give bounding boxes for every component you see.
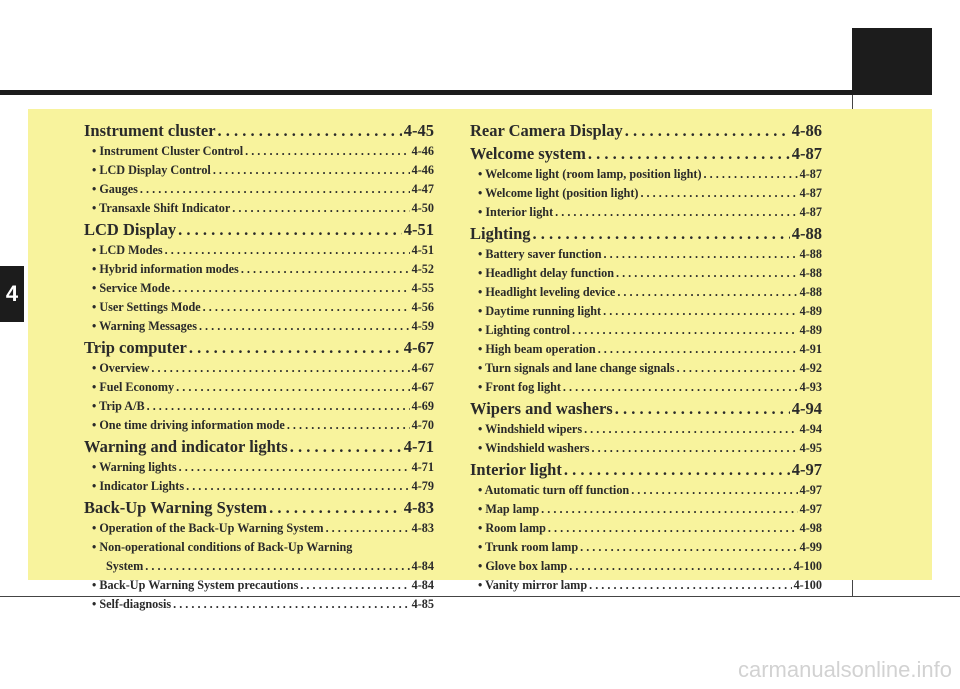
toc-entry[interactable] xyxy=(470,519,822,538)
toc-entry[interactable] xyxy=(470,439,822,458)
entry-label: • Battery saver function xyxy=(478,247,602,261)
entry-label: • Warning Messages xyxy=(92,319,197,333)
entry-label: • Indicator Lights xyxy=(92,479,185,493)
entry-page-number: 4-71 xyxy=(411,460,434,474)
entry-page-number: 4-92 xyxy=(799,361,822,375)
toc-entry[interactable] xyxy=(84,241,434,260)
dot-leader xyxy=(300,576,409,595)
dot-leader xyxy=(588,143,790,165)
section-page-number: 4-71 xyxy=(403,437,434,456)
corner-block xyxy=(852,28,932,95)
entry-page-number: 4-88 xyxy=(799,266,822,280)
entry-page-number: 4-87 xyxy=(799,186,822,200)
chapter-tab: 4 xyxy=(0,266,24,322)
toc-section-title[interactable] xyxy=(84,436,434,458)
section-title-text: Interior light xyxy=(470,460,562,479)
entry-label: • User Settings Mode xyxy=(92,300,201,314)
entry-page-number: 4-46 xyxy=(411,163,434,177)
entry-label: • Transaxle Shift Indicator xyxy=(92,201,231,215)
dot-leader xyxy=(179,458,410,477)
toc-entry[interactable] xyxy=(470,538,822,557)
dot-leader xyxy=(572,321,798,340)
dot-leader xyxy=(213,161,410,180)
toc-section xyxy=(470,120,822,142)
entry-page-number: 4-67 xyxy=(411,380,434,394)
toc-section-title[interactable] xyxy=(470,459,822,481)
toc-entry[interactable] xyxy=(84,576,434,595)
toc-entry[interactable] xyxy=(84,416,434,435)
entry-label: • High beam operation xyxy=(478,342,596,356)
entry-page-number: 4-51 xyxy=(411,243,434,257)
entry-page-number: 4-83 xyxy=(411,521,434,535)
toc-section xyxy=(470,459,822,595)
dot-leader xyxy=(176,378,410,397)
watermark: carmanualsonline.info xyxy=(737,657,952,682)
dot-leader xyxy=(604,245,798,264)
dot-leader xyxy=(569,557,791,576)
toc-left-column xyxy=(84,120,434,615)
toc-entry[interactable] xyxy=(84,279,434,298)
dot-leader xyxy=(563,378,798,397)
toc-section xyxy=(470,398,822,458)
top-rule xyxy=(0,90,852,95)
toc-entry[interactable] xyxy=(84,180,434,199)
toc-entry[interactable] xyxy=(84,519,434,538)
dot-leader xyxy=(631,481,797,500)
entry-label: • Glove box lamp xyxy=(478,559,568,573)
entry-page-number: 4-55 xyxy=(411,281,434,295)
entry-label: • Instrument Cluster Control xyxy=(92,144,244,158)
toc-section-title[interactable] xyxy=(470,143,822,165)
toc-entry[interactable] xyxy=(470,321,822,340)
dot-leader xyxy=(151,359,409,378)
section-page-number: 4-88 xyxy=(791,224,822,243)
toc-entry[interactable] xyxy=(470,165,822,184)
toc-entry[interactable] xyxy=(84,298,434,317)
dot-leader xyxy=(704,165,798,184)
dot-leader xyxy=(677,359,798,378)
dot-leader xyxy=(245,142,410,161)
entry-page-number: 4-88 xyxy=(799,247,822,261)
entry-page-number: 4-88 xyxy=(799,285,822,299)
entry-label: • Service Mode xyxy=(92,281,171,295)
entry-page-number: 4-69 xyxy=(411,399,434,413)
section-title-text: Back-Up Warning System xyxy=(84,498,268,517)
toc-entry[interactable] xyxy=(84,317,434,336)
toc-entry[interactable] xyxy=(84,359,434,378)
entry-page-number: 4-59 xyxy=(411,319,434,333)
entry-label: • Operation of the Back-Up Warning System xyxy=(92,521,324,535)
entry-label: • Welcome light (room lamp, position light) xyxy=(478,167,702,181)
toc-section-title[interactable] xyxy=(470,120,822,142)
toc-section xyxy=(84,120,434,218)
section-page-number: 4-86 xyxy=(791,121,822,140)
dot-leader xyxy=(533,223,790,245)
toc-entry[interactable] xyxy=(470,359,822,378)
entry-page-number: 4-84 xyxy=(411,559,434,573)
dot-leader xyxy=(189,337,402,359)
dot-leader xyxy=(598,340,798,359)
entry-label: • Warning lights xyxy=(92,460,177,474)
toc-section xyxy=(84,219,434,336)
entry-label: • LCD Display Control xyxy=(92,163,211,177)
dot-leader xyxy=(603,302,798,321)
entry-page-number: 4-85 xyxy=(411,597,434,611)
toc-entry[interactable] xyxy=(470,184,822,203)
toc-section xyxy=(470,143,822,222)
section-title-text: Warning and indicator lights xyxy=(84,437,288,456)
entry-page-number: 4-97 xyxy=(799,483,822,497)
entry-page-number: 4-87 xyxy=(799,205,822,219)
entry-label: • Vanity mirror lamp xyxy=(478,578,588,592)
dot-leader xyxy=(172,279,410,298)
toc-entry[interactable] xyxy=(84,260,434,279)
toc-section xyxy=(84,337,434,435)
entry-label: • Automatic turn off function xyxy=(478,483,630,497)
section-title-text: Trip computer xyxy=(84,338,187,357)
entry-label-continued: System xyxy=(106,559,144,573)
section-page-number: 4-87 xyxy=(791,144,822,163)
dot-leader xyxy=(241,260,410,279)
toc-section-title[interactable] xyxy=(84,120,434,142)
toc-section xyxy=(84,436,434,496)
entry-label: • Daytime running light xyxy=(478,304,602,318)
entry-page-number: 4-87 xyxy=(799,167,822,181)
toc-entry[interactable] xyxy=(470,340,822,359)
entry-page-number: 4-50 xyxy=(411,201,434,215)
entry-label: • Gauges xyxy=(92,182,138,196)
dot-leader xyxy=(145,557,409,576)
section-page-number: 4-94 xyxy=(791,399,822,418)
entry-label: • LCD Modes xyxy=(92,243,163,257)
toc-entry[interactable] xyxy=(470,302,822,321)
dot-leader xyxy=(584,420,798,439)
dot-leader xyxy=(178,219,402,241)
toc-entry[interactable] xyxy=(84,397,434,416)
dot-leader xyxy=(165,241,410,260)
section-page-number: 4-51 xyxy=(403,220,434,239)
toc-section-title[interactable] xyxy=(84,497,434,519)
section-page-number: 4-83 xyxy=(403,498,434,517)
dot-leader xyxy=(140,180,410,199)
entry-page-number: 4-52 xyxy=(411,262,434,276)
section-page-number: 4-97 xyxy=(791,460,822,479)
entry-label: • Room lamp xyxy=(478,521,546,535)
toc-right-column xyxy=(470,120,822,596)
entry-label: • Windshield washers xyxy=(478,441,590,455)
dot-leader xyxy=(186,477,410,496)
entry-page-number: 4-79 xyxy=(411,479,434,493)
section-title-text: Welcome system xyxy=(470,144,586,163)
toc-entry-continuation[interactable] xyxy=(84,557,434,576)
entry-label: • Overview xyxy=(92,361,150,375)
entry-page-number: 4-100 xyxy=(793,559,822,573)
entry-page-number: 4-89 xyxy=(799,304,822,318)
toc-entry[interactable] xyxy=(470,283,822,302)
entry-label: • One time driving information mode xyxy=(92,418,285,432)
section-page-number: 4-45 xyxy=(403,121,434,140)
entry-label: • Non-operational conditions of Back-Up Warning xyxy=(92,540,353,554)
entry-page-number: 4-91 xyxy=(799,342,822,356)
dot-leader xyxy=(615,398,790,420)
toc-entry[interactable] xyxy=(470,203,822,222)
entry-page-number: 4-99 xyxy=(799,540,822,554)
entry-label: • Welcome light (position light) xyxy=(478,186,639,200)
dot-leader xyxy=(218,120,402,142)
dot-leader xyxy=(640,184,797,203)
entry-page-number: 4-100 xyxy=(793,578,822,592)
toc-entry[interactable] xyxy=(470,576,822,595)
entry-label: • Map lamp xyxy=(478,502,540,516)
toc-entry[interactable] xyxy=(84,161,434,180)
toc-entry[interactable] xyxy=(470,557,822,576)
section-title-text: LCD Display xyxy=(84,220,177,239)
section-title-text: Rear Camera Display xyxy=(470,121,623,140)
dot-leader xyxy=(589,576,791,595)
toc-entry[interactable] xyxy=(470,481,822,500)
entry-page-number: 4-47 xyxy=(411,182,434,196)
entry-label: • Windshield wipers xyxy=(478,422,583,436)
entry-label: • Turn signals and lane change signals xyxy=(478,361,675,375)
dot-leader xyxy=(287,416,410,435)
entry-label: • Trunk room lamp xyxy=(478,540,579,554)
toc-entry[interactable] xyxy=(470,378,822,397)
section-page-number: 4-67 xyxy=(403,338,434,357)
entry-label: • Self-diagnosis xyxy=(92,597,172,611)
toc-entry[interactable] xyxy=(470,245,822,264)
entry-label: • Fuel Economy xyxy=(92,380,175,394)
toc-entry[interactable] xyxy=(84,142,434,161)
toc-entry[interactable] xyxy=(84,378,434,397)
entry-page-number: 4-93 xyxy=(799,380,822,394)
entry-label: • Lighting control xyxy=(478,323,571,337)
toc-entry[interactable] xyxy=(84,477,434,496)
entry-page-number: 4-89 xyxy=(799,323,822,337)
section-title-text: Instrument cluster xyxy=(84,121,216,140)
dot-leader xyxy=(199,317,410,336)
dot-leader xyxy=(173,595,410,614)
entry-page-number: 4-98 xyxy=(799,521,822,535)
toc-section xyxy=(470,223,822,397)
entry-page-number: 4-56 xyxy=(411,300,434,314)
toc-entry[interactable] xyxy=(84,595,434,614)
entry-page-number: 4-95 xyxy=(799,441,822,455)
toc-section-title[interactable] xyxy=(470,398,822,420)
entry-page-number: 4-94 xyxy=(799,422,822,436)
section-title-text: Lighting xyxy=(470,224,531,243)
entry-label: • Headlight delay function xyxy=(478,266,614,280)
dot-leader xyxy=(625,120,790,142)
dot-leader xyxy=(203,298,410,317)
entry-page-number: 4-84 xyxy=(411,578,434,592)
dot-leader xyxy=(564,459,790,481)
entry-page-number: 4-67 xyxy=(411,361,434,375)
toc-section-title[interactable] xyxy=(84,219,434,241)
dot-leader xyxy=(580,538,798,557)
dot-leader xyxy=(147,397,410,416)
dot-leader xyxy=(592,439,798,458)
entry-label: • Interior light xyxy=(478,205,554,219)
entry-label: • Trip A/B xyxy=(92,399,145,413)
entry-page-number: 4-97 xyxy=(799,502,822,516)
toc-section-title[interactable] xyxy=(84,337,434,359)
entry-label: • Front fog light xyxy=(478,380,561,394)
dot-leader xyxy=(555,203,798,222)
entry-label: • Hybrid information modes xyxy=(92,262,239,276)
entry-page-number: 4-46 xyxy=(411,144,434,158)
toc-entry[interactable] xyxy=(470,264,822,283)
toc-entry[interactable] xyxy=(470,500,822,519)
dot-leader xyxy=(326,519,410,538)
toc-entry[interactable] xyxy=(84,538,434,557)
entry-label: • Back-Up Warning System precautions xyxy=(92,578,299,592)
toc-entry[interactable] xyxy=(84,458,434,477)
dot-leader xyxy=(616,264,798,283)
toc-section xyxy=(84,497,434,614)
dot-leader xyxy=(269,497,402,519)
dot-leader xyxy=(548,519,798,538)
entry-label: • Headlight leveling device xyxy=(478,285,616,299)
dot-leader xyxy=(232,199,409,218)
dot-leader xyxy=(290,436,402,458)
toc-section-title[interactable] xyxy=(470,223,822,245)
toc-entry[interactable] xyxy=(470,420,822,439)
dot-leader xyxy=(541,500,798,519)
section-title-text: Wipers and washers xyxy=(470,399,613,418)
dot-leader xyxy=(617,283,797,302)
toc-entry[interactable] xyxy=(84,199,434,218)
entry-page-number: 4-70 xyxy=(411,418,434,432)
